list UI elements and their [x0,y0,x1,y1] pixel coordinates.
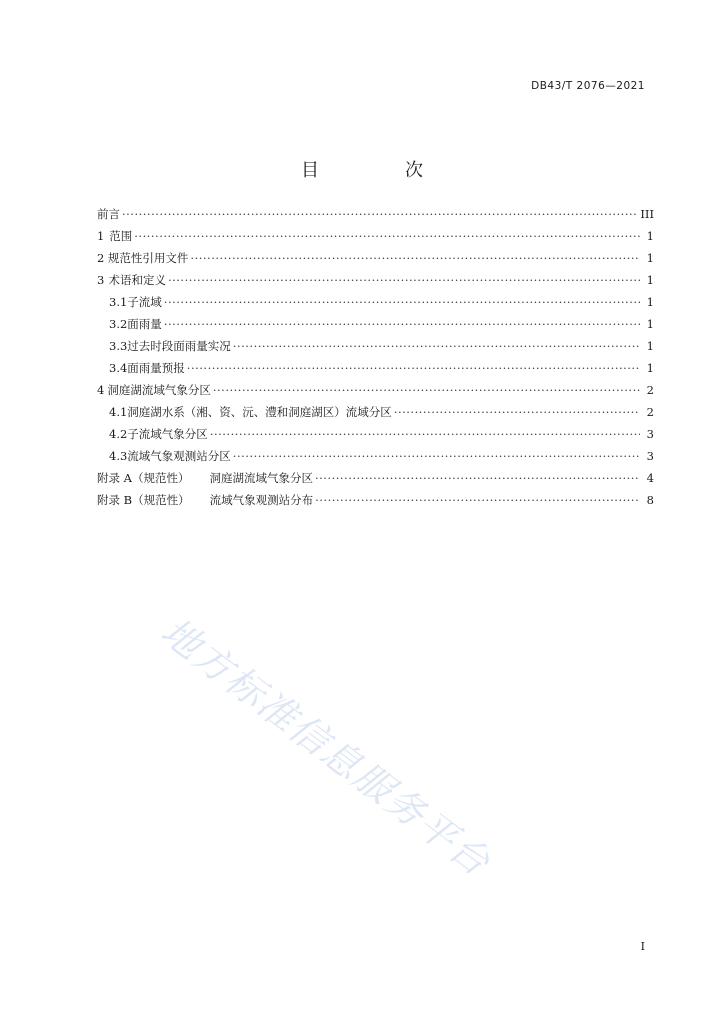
toc-entry-number: 3.1 [109,295,128,309]
toc-dot-leader [164,313,640,335]
toc-entry-label: 术语和定义 [108,273,166,287]
toc-entry-number: 4 [97,383,105,397]
toc-dot-leader [164,291,640,313]
toc-entry-label: 范围 [109,229,133,243]
toc-entry-number: 4.3 [109,449,128,463]
doc-code: DB43/T 2076—2021 [531,80,645,92]
toc-entry[interactable] [97,467,654,489]
toc-entry[interactable] [97,489,654,511]
toc-entry-page: III [640,207,654,221]
toc-entry-label: 面雨量 [127,317,162,331]
toc-dot-leader [134,225,640,247]
toc-entry[interactable] [97,445,654,467]
toc-entry-number: 附录 A（规范性） [97,471,190,485]
toc-dot-leader [315,467,640,489]
toc-entry-label: 过去时段面雨量实况 [127,339,231,353]
toc-entry-label: 前言 [97,207,120,221]
toc-entry-page: 3 [646,449,654,463]
toc-dot-leader [233,445,640,467]
toc-entry-number: 附录 B（规范性） [97,493,190,507]
toc-entry-number: 4.2 [109,427,128,441]
toc-entry[interactable] [97,335,654,357]
toc-entry-page: 1 [646,273,654,287]
toc-entry-page: 8 [646,493,654,507]
toc-entry-label: 流域气象观测站分布 [209,493,314,507]
toc-entry-page: 1 [646,339,654,353]
toc-dot-leader [122,203,636,225]
toc-entry-page: 1 [646,251,654,265]
toc-entry[interactable] [97,379,654,401]
page-title: 目 次 [301,160,457,182]
toc-dot-leader [190,247,640,269]
toc-entry-number: 4.1 [109,405,128,419]
toc-entry[interactable] [97,423,654,445]
toc-entry-page: 3 [646,427,654,441]
toc-entry[interactable] [97,247,654,269]
toc-dot-leader [187,357,640,379]
toc-entry-number: 1 [97,229,105,243]
toc-entry-label: 子流域 [127,295,162,309]
page-number: I [640,940,645,953]
toc-entry-label: 规范性引用文件 [107,251,189,265]
toc-entry-label: 面雨量预报 [127,361,185,375]
table-of-contents [97,203,654,511]
toc-entry-page: 1 [646,295,654,309]
toc-dot-leader [394,401,640,423]
toc-dot-leader [213,379,640,401]
toc-entry[interactable] [97,269,654,291]
toc-entry-number: 3.3 [109,339,128,353]
toc-entry-label: 洞庭湖流域气象分区 [107,383,211,397]
toc-entry[interactable] [97,291,654,313]
toc-entry-number: 3.2 [109,317,128,331]
toc-entry[interactable] [97,357,654,379]
toc-entry-page: 1 [646,361,654,375]
toc-entry-number: 3.4 [109,361,128,375]
toc-dot-leader [168,269,640,291]
toc-entry-page: 1 [646,229,654,243]
toc-dot-leader [210,423,640,445]
toc-entry[interactable] [97,225,654,247]
toc-entry-page: 2 [646,383,654,397]
toc-entry-page: 1 [646,317,654,331]
toc-entry-page: 2 [646,405,654,419]
toc-entry[interactable] [97,401,654,423]
watermark: 地方标准信息服务平台 [153,609,500,886]
toc-dot-leader [315,489,640,511]
toc-entry[interactable] [97,313,654,335]
toc-entry-label: 子流域气象分区 [127,427,208,441]
toc-entry-label: 洞庭湖水系（湘、资、沅、澧和洞庭湖区）流域分区 [127,405,392,419]
toc-entry[interactable] [97,203,654,225]
toc-entry-label: 流域气象观测站分区 [127,449,231,463]
toc-dot-leader [233,335,640,357]
toc-entry-number: 2 [97,251,105,265]
toc-entry-page: 4 [646,471,654,485]
toc-entry-number: 3 [97,273,105,287]
toc-entry-label: 洞庭湖流域气象分区 [209,471,313,485]
